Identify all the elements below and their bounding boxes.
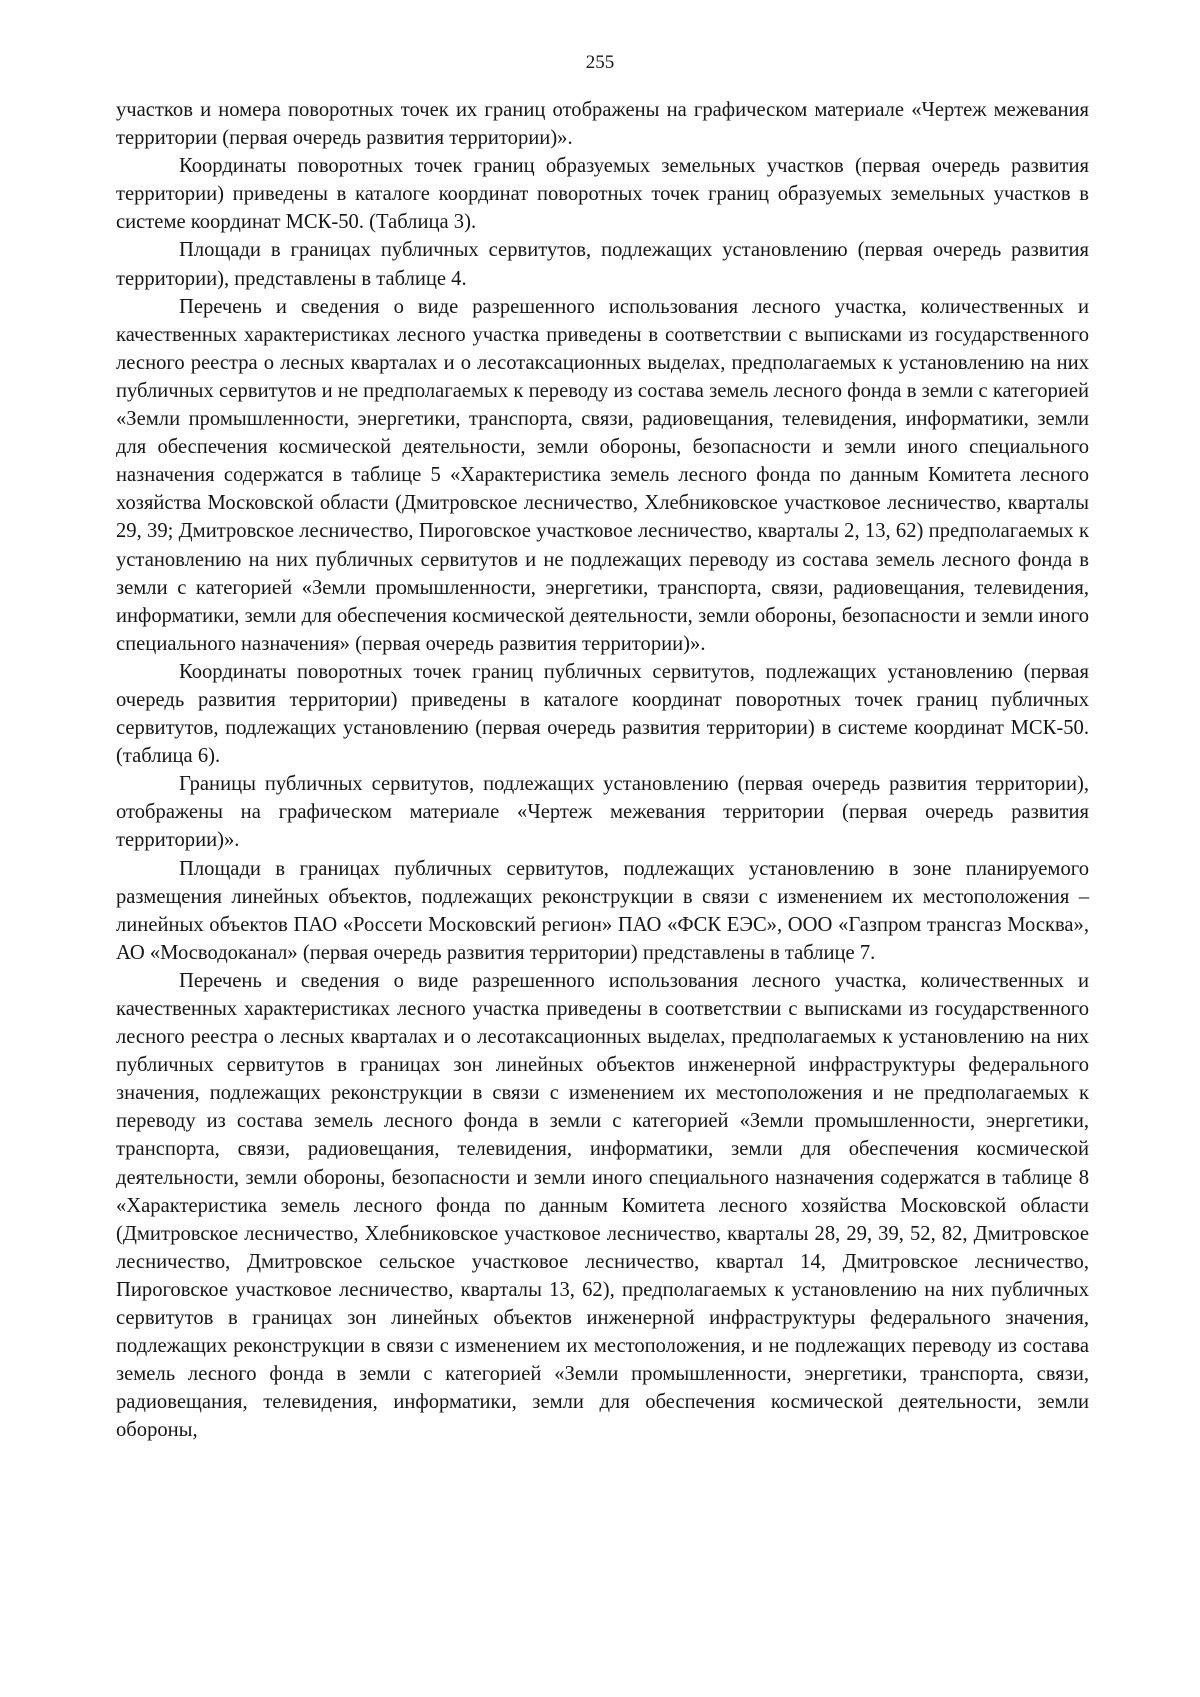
document-body: [116, 96, 1089, 1445]
page-number: 255: [585, 52, 615, 73]
paragraph-continuation: участков и номера поворотных точек их границ отображены на графическом материале «Чертеж межевания территории (первая очередь развития территории)».: [116, 99, 1089, 150]
paragraph-servitude-areas: Площади в границах публичных сервитутов, подлежащих установлению (первая очередь развития территории), представлены в таблице 4.: [116, 239, 1089, 290]
paragraph-coordinates-land-plots: Координаты поворотных точек границ образуемых земельных участков (первая очередь развития территории) приведены в каталоге координат поворотных точек границ образуемых земельных участков в системе координат МСК-50. (Таблица 3).: [116, 155, 1089, 234]
paragraph-servitude-boundaries: Границы публичных сервитутов, подлежащих установлению (первая очередь развития территории), отображены на графическом материале «Чертеж межевания территории (первая очередь развития территории)».: [116, 773, 1089, 852]
paragraph-forest-plot-table-8: Перечень и сведения о виде разрешенного использования лесного участка, количественных и качественных характеристиках лесного участка приведены в соответствии с выписками из государственного лесного реестра о лесных кварталах и о лесотаксационных выделах, предполагаемых к установлению на них публичных сервитутов в границах зон линейных объектов инженерной инфраструктуры федерального значения, подлежащих реконструкции в связи с изменением их местоположения и не предполагаемых к переводу из состава земель лесного фонда в земли с категорией «Земли промышленности, энергетики, транспорта, связи, радиовещания, телевидения, информатики, земли для обеспечения космической деятельности, земли обороны, безопасности и земли иного специального назначения содержатся в таблице 8 «Характеристика земель лесного фонда по данным Комитета лесного хозяйства Московской области (Дмитровское лесничество, Хлебниковское участковое лесничество, кварталы 28, 29, 39, 52, 82, Дмитровское лесничество, Дмитровское сельское участковое лесничество, квартал 14, Дмитровское лесничество, Пироговское участковое лесничество, кварталы 13, 62), предполагаемых к установлению на них публичных сервитутов в границах зон линейных объектов инженерной инфраструктуры федерального значения, подлежащих реконструкции в связи с изменением их местоположения, и не подлежащих переводу из состава земель лесного фонда в земли с категорией «Земли промышленности, энергетики, транспорта, связи, радиовещания, телевидения, информатики, земли для обеспечения космической деятельности, земли обороны,: [116, 969, 1089, 1442]
paragraph-linear-objects-areas: Площади в границах публичных сервитутов, подлежащих установлению в зоне планируемого размещения линейных объектов, подлежащих реконструкции в связи с изменением их местоположения – линейных объектов ПАО «Россети Московский регион» ПАО «ФСК ЕЭС», ООО «Газпром трансгаз Москва», АО «Мосводоканал» (первая очередь развития территории) представлены в таблице 7.: [116, 857, 1089, 964]
paragraph-forest-plot-table-5: Перечень и сведения о виде разрешенного использования лесного участка, количественных и качественных характеристиках лесного участка приведены в соответствии с выписками из государственного лесного реестра о лесных кварталах и о лесотаксационных выделах, предполагаемых к установлению на них публичных сервитутов и не предполагаемых к переводу из состава земель лесного фонда в земли с категорией «Земли промышленности, энергетики, транспорта, связи, радиовещания, телевидения, информатики, земли для обеспечения космической деятельности, земли обороны, безопасности и земли иного специального назначения содержатся в таблице 5 «Характеристика земель лесного фонда по данным Комитета лесного хозяйства Московской области (Дмитровское лесничество, Хлебниковское участковое лесничество, кварталы 29, 39; Дмитровское лесничество, Пироговское участковое лесничество, кварталы 2, 13, 62) предполагаемых к установлению на них публичных сервитутов и не подлежащих переводу из состава земель лесного фонда в земли с категорией «Земли промышленности, энергетики, транспорта, связи, радиовещания, телевидения, информатики, земли для обеспечения космической деятельности, земли обороны, безопасности и земли иного специального назначения» (первая очередь развития территории)».: [116, 295, 1089, 655]
paragraph-servitude-coordinates: Координаты поворотных точек границ публичных сервитутов, подлежащих установлению (первая очередь развития территории) приведены в каталоге координат поворотных точек границ публичных сервитутов, подлежащих установлению (первая очередь развития территории) в системе координат МСК-50. (таблица 6).: [116, 660, 1089, 768]
